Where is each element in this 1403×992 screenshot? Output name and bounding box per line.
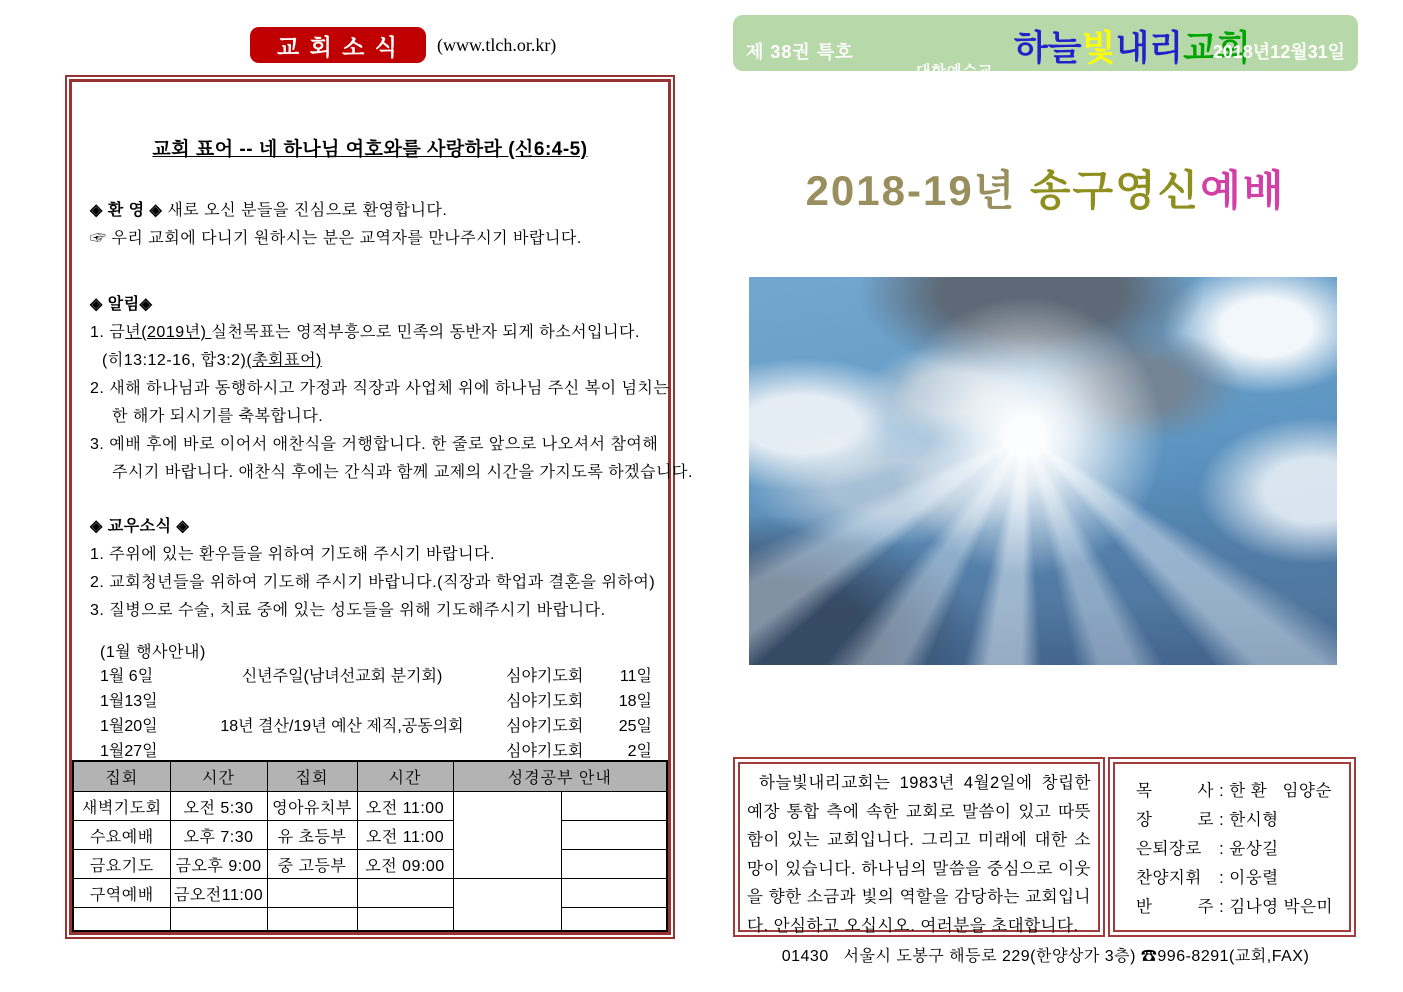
night-prayer-label: 심야기도회 [506,668,584,685]
issue-number: 제 38권 특호 [746,42,854,62]
denomination-line1: 대한예수교 [916,63,994,80]
cell-time [170,908,267,932]
cell-meeting [267,908,357,932]
notice-item1-prefix: 1. 금 [90,324,126,341]
notice-item1-ref-underline: (총회표어) [246,352,322,369]
church-name-part: 교회 [1183,29,1251,68]
event-label: 18년 결산/19년 예산 제직,공동의회 [220,718,464,735]
staff-row: 찬양지휘 : 이웅렬 [1136,864,1349,893]
notice-item1 [90,319,640,342]
cell-bible-study-left [453,792,561,879]
member-news-item: 2. 교회청년들을 위하여 기도해 주시기 바랍니다.(직장과 학업과 결혼을 위하여) [90,574,656,591]
staff-role: 은퇴장로 [1136,840,1202,858]
cell-bible-study-right [561,792,667,821]
welcome-text: 새로 오신 분들을 진심으로 환영합니다. [167,202,448,219]
service-title-name: 송구영신 [1029,167,1201,214]
sunrays-clouds-photo [749,277,1337,665]
cell-meeting [267,879,357,908]
col-header-time: 시간 [170,761,267,792]
church-intro-box [733,757,1105,937]
night-prayer-label: 심야기도회 [506,743,584,760]
member-news-item: 3. 질병으로 수술, 치료 중에 있는 성도들을 위해 기도해주시기 바랍니다. [90,602,606,619]
staff-row: 반 주 : 김나영 박은미 [1136,893,1349,922]
cell-time [357,908,453,932]
cell-bible-study-right [561,821,667,850]
notice-item3-line1: 3. 예배 후에 바로 이어서 애찬식을 거행합니다. 한 줄로 앞으로 나오셔서 참여해 [90,436,659,453]
cell-time: 오후 7:30 [170,821,267,850]
cell-time: 오전 11:00 [357,792,453,821]
staff-name: 이웅렬 [1229,869,1279,887]
welcome-line1 [90,197,447,220]
night-prayer-day: 18일 [618,693,652,710]
church-news-badge-label: 교 회 소 식 [276,33,400,60]
cell-bible-study-right [561,908,667,932]
night-prayer-day: 11일 [619,668,652,685]
church-name-part: 하늘 [1014,29,1082,68]
notice-item1-rest: 실천목표는 영적부흥으로 민족의 동반자 되게 하소서입니다. [211,324,640,341]
staff-name: 김나영 박은미 [1229,898,1333,916]
staff-role: 찬양지휘 [1136,869,1202,887]
staff-role: 목 사 [1136,782,1214,800]
night-prayer-label: 심야기도회 [506,718,584,735]
table-row [73,879,667,908]
cell-bible-study-left [453,879,561,932]
col-header-meeting: 집회 [267,761,357,792]
event-row [100,687,652,712]
january-events-list [100,662,652,762]
col-header-time: 시간 [357,761,453,792]
table-row [73,821,667,850]
church-name-part: 빛 [1081,29,1116,68]
service-schedule-table [72,760,668,932]
denomination-line2: 장 로 회 [916,123,973,140]
table-header-row [73,761,667,792]
cell-meeting: 금요기도 [73,850,170,879]
cell-meeting: 중 고등부 [267,850,357,879]
left-bulletin-box [65,75,693,939]
staff-role: 장 로 [1136,811,1214,829]
cell-time: 오전 09:00 [357,850,453,879]
event-date: 1월13일 [100,693,158,710]
cell-bible-study-right [561,879,667,908]
service-title-worship: 예배 [1200,167,1286,214]
cell-meeting: 구역예배 [73,879,170,908]
staff-name: 한 환 임양순 [1229,782,1332,800]
night-prayer-day: 25일 [618,718,652,735]
masthead [733,15,1358,140]
member-news-item: 1. 주위에 있는 환우들을 위하여 기도해 주시기 바랍니다. [90,546,495,563]
cell-bible-study-right [561,850,667,879]
col-header-bible-study: 성경공부 안내 [453,761,667,792]
notice-title: ◈ 알림◈ [90,296,153,313]
notice-item1-underline: 년(2019년) [125,324,212,341]
cell-time: 오전 11:00 [357,821,453,850]
cell-time [357,879,453,908]
member-news-title: ◈ 교우소식 ◈ [90,518,190,535]
table-row [73,908,667,932]
event-date: 1월27일 [100,743,158,760]
notice-item2-line2: 한 해가 되시기를 축복합니다. [112,408,324,425]
cell-meeting [73,908,170,932]
welcome-line2: ☞ 우리 교회에 다니기 원하시는 분은 교역자를 만나주시기 바랍니다. [90,230,582,247]
event-date: 1월20일 [100,718,158,735]
col-header-meeting: 집회 [73,761,170,792]
staff-role: 반 주 [1136,898,1214,916]
cell-meeting: 유 초등부 [267,821,357,850]
church-name-part: 내리 [1115,29,1184,68]
cell-time: 금오전11:00 [170,879,267,908]
service-title-year: 2018-19년 [805,167,1030,214]
church-motto: 교회 표어 -- 네 하나님 여호와를 사랑하라 (신6:4-5) [152,139,588,160]
staff-row: 장 로 : 한시형 [1136,806,1349,835]
notice-item1-ref-plain: (히13:12-16, 합3:2) [102,352,247,369]
service-title [733,158,1358,218]
cell-meeting: 수요예배 [73,821,170,850]
event-date: 1월 6일 [100,668,154,685]
notice-item1-ref [102,347,322,370]
cell-time: 금오후 9:00 [170,850,267,879]
staff-row: 은퇴장로 : 윤상길 [1136,835,1349,864]
night-prayer-label: 심야기도회 [506,693,584,710]
church-address: 01430 서울시 도봉구 해등로 229(한양상가 3층) ☎996-8291(교회,FAX) [781,948,1310,965]
church-website-url: (www.tlch.or.kr) [437,35,557,55]
church-intro-text: 하늘빛내리교회는 1983년 4월2일에 창립한 예장 통합 측에 속한 교회로 말씀이 있고 따뜻함이 있는 교회입니다. 그리고 미래에 대한 소망이 있습니다. 하나님의 말씀을 중심으로 이웃을 향한 소금과 빛의 역할을 감당하는 교회입니다. 안심하고 오십시오. 여러분을 초대합니다. [747,774,1091,935]
left-bulletin-box-inner [69,79,693,935]
notice-item2-line1: 2. 새해 하나님과 동행하시고 가정과 직장과 사업체 위에 하나님 주신 복이 넘치는 [90,380,670,397]
cell-meeting: 새벽기도회 [73,792,170,821]
event-row [100,662,652,687]
event-label: 신년주일(남녀선교회 분기회) [241,668,443,685]
staff-name: 한시형 [1229,811,1279,829]
event-row [100,712,652,737]
cell-meeting: 영아유치부 [267,792,357,821]
notice-item3-line2: 주시기 바랍니다. 애찬식 후에는 간식과 함께 교제의 시간을 가지도록 하겠습니다. [112,464,693,481]
issue-date: 2018년12월31일 [1212,42,1345,62]
welcome-title: ◈ 환 영 ◈ [90,202,163,219]
cell-time: 오전 5:30 [170,792,267,821]
table-row [73,850,667,879]
night-prayer-day: 2일 [627,743,652,760]
table-row [73,792,667,821]
staff-name: 윤상길 [1229,840,1279,858]
event-row [100,737,652,762]
staff-box [1108,757,1356,937]
staff-row: 목 사 : 한 환 임양순 [1136,777,1349,806]
january-events-title: (1월 행사안내) [100,644,206,661]
church-news-badge [250,27,426,63]
